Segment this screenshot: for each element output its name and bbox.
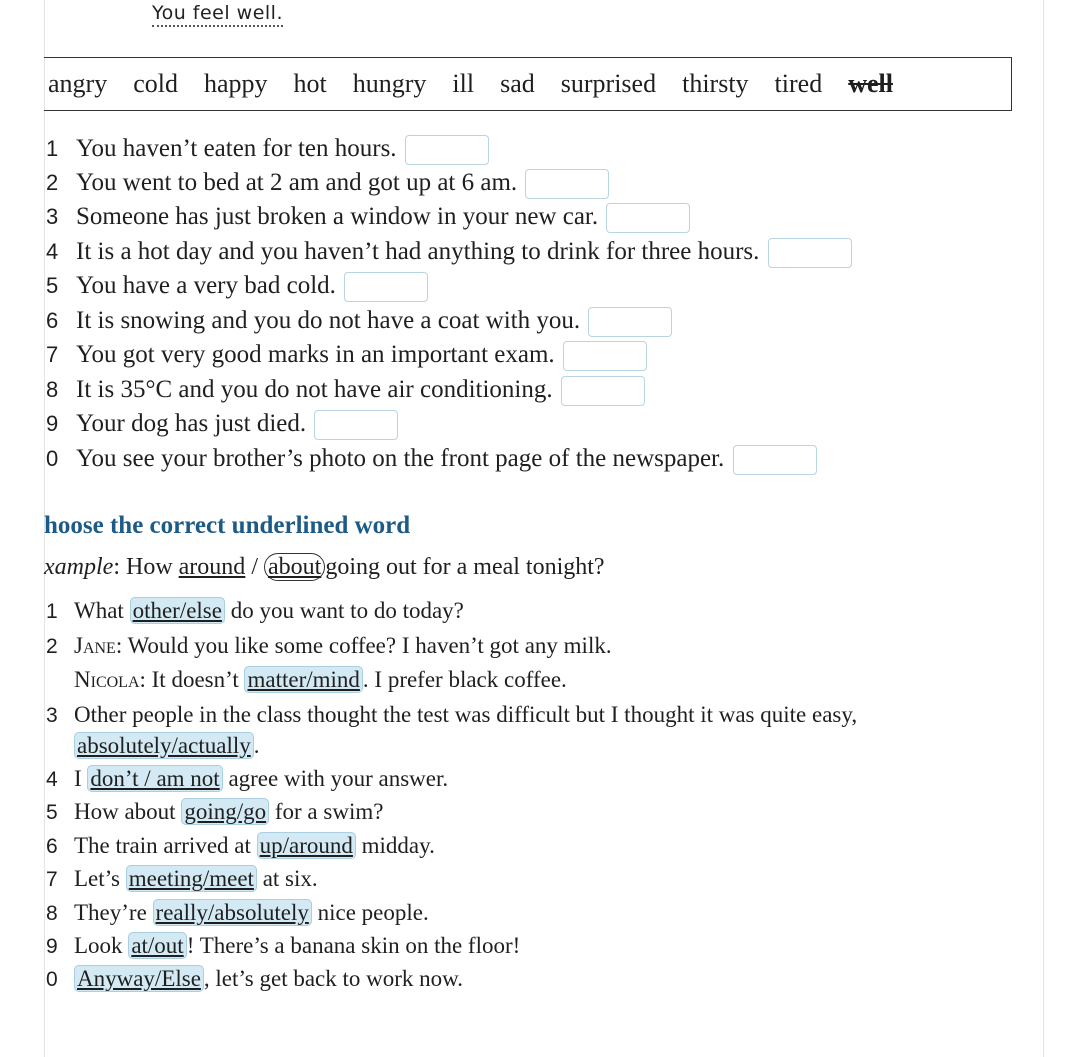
question-row: [46, 409, 398, 439]
grammar-text: , let’s get back to work now.: [203, 966, 464, 991]
grammar-text: for a swim?: [269, 799, 384, 824]
grammar-text: midday.: [355, 833, 435, 858]
answer-box[interactable]: [561, 376, 645, 406]
grammar-text: : It doesn’t: [139, 667, 245, 692]
question-number: 8: [46, 377, 59, 402]
word-bank-item-struck: well: [848, 69, 893, 98]
grammar-row: [46, 700, 857, 730]
grammar-row: [46, 831, 435, 861]
example-text: : How: [113, 554, 179, 580]
grammar-option[interactable]: absolutely/actually: [74, 732, 254, 759]
grammar-text: Look: [74, 933, 129, 958]
answer-box[interactable]: [563, 341, 647, 371]
grammar-row: [46, 764, 448, 794]
grammar-number: 6: [46, 835, 58, 858]
speaker-name: Nicola: [74, 667, 140, 692]
grammar-row: [46, 797, 383, 827]
grammar-text: How about: [74, 799, 182, 824]
question-row: [46, 340, 647, 370]
question-row: [46, 202, 690, 232]
grammar-number: 4: [46, 768, 58, 791]
grammar-option[interactable]: matter/mind: [244, 666, 362, 693]
question-text: It is 35°C and you do not have air conditioning.: [76, 376, 553, 403]
grammar-row: [46, 931, 520, 961]
word-bank-item: tired: [774, 69, 823, 98]
question-text: You see your brother’s photo on the front page of the newspaper.: [76, 445, 725, 472]
question-text: Your dog has just died.: [76, 410, 307, 437]
grammar-number: 0: [46, 968, 58, 991]
grammar-text: . I prefer black coffee.: [362, 667, 567, 692]
grammar-option[interactable]: meeting/meet: [126, 865, 257, 892]
question-row: [46, 306, 672, 336]
answer-box[interactable]: [768, 238, 852, 268]
question-number: 4: [46, 239, 59, 264]
example-separator: /: [245, 554, 264, 580]
grammar-text: What: [74, 598, 130, 623]
section-title: hoose the correct underlined word: [44, 512, 411, 539]
question-number: 3: [46, 204, 59, 229]
word-bank: [44, 57, 1012, 111]
grammar-number: 8: [46, 902, 58, 925]
grammar-option[interactable]: don’t / am not: [87, 765, 222, 792]
grammar-example: [44, 554, 605, 581]
word-bank-item: happy: [203, 69, 268, 98]
grammar-option[interactable]: really/absolutely: [153, 899, 312, 926]
grammar-text: do you want to do today?: [224, 598, 464, 623]
grammar-text: agree with your answer.: [222, 766, 449, 791]
word-bank-item: hot: [293, 69, 327, 98]
answer-box[interactable]: [606, 203, 690, 233]
answer-box[interactable]: [344, 272, 428, 302]
question-row: [46, 444, 817, 474]
grammar-number: 9: [46, 935, 58, 958]
grammar-number: 5: [46, 801, 58, 824]
question-number: 7: [46, 342, 59, 367]
question-number: 0: [46, 446, 59, 471]
word-bank-item: ill: [452, 69, 475, 98]
grammar-text: I: [74, 766, 88, 791]
question-number: 1: [46, 136, 59, 161]
example-option-circled: about: [264, 553, 325, 581]
grammar-text: Other people in the class thought the test was difficult but I thought it was quite easy,: [74, 702, 858, 727]
question-number: 6: [46, 308, 59, 333]
grammar-option[interactable]: at/out: [128, 932, 186, 959]
grammar-text: nice people.: [311, 900, 429, 925]
question-row: [46, 271, 428, 301]
grammar-number: 7: [46, 868, 58, 891]
grammar-text: They’re: [74, 900, 153, 925]
grammar-row: [46, 665, 567, 695]
question-text: You haven’t eaten for ten hours.: [76, 135, 397, 162]
grammar-option[interactable]: Anyway/Else: [74, 965, 204, 992]
grammar-text: ! There’s a banana skin on the floor!: [186, 933, 521, 958]
grammar-row: [46, 898, 429, 928]
example-option: around: [178, 554, 246, 580]
answer-box[interactable]: [588, 307, 672, 337]
question-number: 9: [46, 411, 59, 436]
grammar-option[interactable]: other/else: [130, 597, 225, 624]
answer-box[interactable]: [525, 169, 609, 199]
word-bank-item: sad: [500, 69, 535, 98]
example-label: xample: [44, 554, 114, 580]
grammar-row: [46, 964, 463, 994]
grammar-row: [46, 731, 259, 761]
grammar-number: 3: [46, 704, 58, 727]
word-bank-item: surprised: [560, 69, 657, 98]
grammar-option[interactable]: going/go: [181, 798, 269, 825]
question-row: [46, 237, 852, 267]
speaker-name: Jane: [74, 633, 116, 658]
grammar-text: at six.: [256, 866, 318, 891]
grammar-row: [46, 631, 612, 661]
grammar-row: [46, 596, 464, 626]
grammar-row: [46, 864, 318, 894]
handwritten-example-answer: You feel well.: [152, 2, 283, 27]
question-text: You went to bed at 2 am and got up at 6 am.: [76, 169, 518, 196]
grammar-text: .: [253, 733, 260, 758]
word-bank-item: hungry: [352, 69, 427, 98]
question-row: [46, 168, 609, 198]
question-row: [46, 134, 489, 164]
grammar-text: Let’s: [74, 866, 126, 891]
grammar-text: : Would you like some coffee? I haven’t got any milk.: [115, 633, 612, 658]
example-text: going out for a meal tonight?: [325, 554, 605, 580]
question-row: [46, 375, 645, 405]
question-text: Someone has just broken a window in your new car.: [76, 203, 599, 230]
word-bank-item: angry: [48, 69, 108, 98]
answer-box[interactable]: [405, 135, 489, 165]
grammar-option[interactable]: up/around: [257, 832, 356, 859]
grammar-number: 2: [46, 635, 58, 658]
question-text: You have a very bad cold.: [76, 272, 336, 299]
grammar-number: 1: [46, 600, 58, 623]
question-text: It is a hot day and you haven’t had anything to drink for three hours.: [76, 238, 760, 265]
question-text: It is snowing and you do not have a coat with you.: [76, 307, 581, 334]
question-number: 2: [46, 170, 59, 195]
word-bank-item: thirsty: [682, 69, 749, 98]
answer-box[interactable]: [733, 445, 817, 475]
question-text: You got very good marks in an important exam.: [76, 341, 555, 368]
word-bank-item: cold: [133, 69, 178, 98]
page-edge-right: [1043, 0, 1044, 1057]
grammar-text: The train arrived at: [74, 833, 257, 858]
question-number: 5: [46, 273, 59, 298]
answer-box[interactable]: [314, 410, 398, 440]
